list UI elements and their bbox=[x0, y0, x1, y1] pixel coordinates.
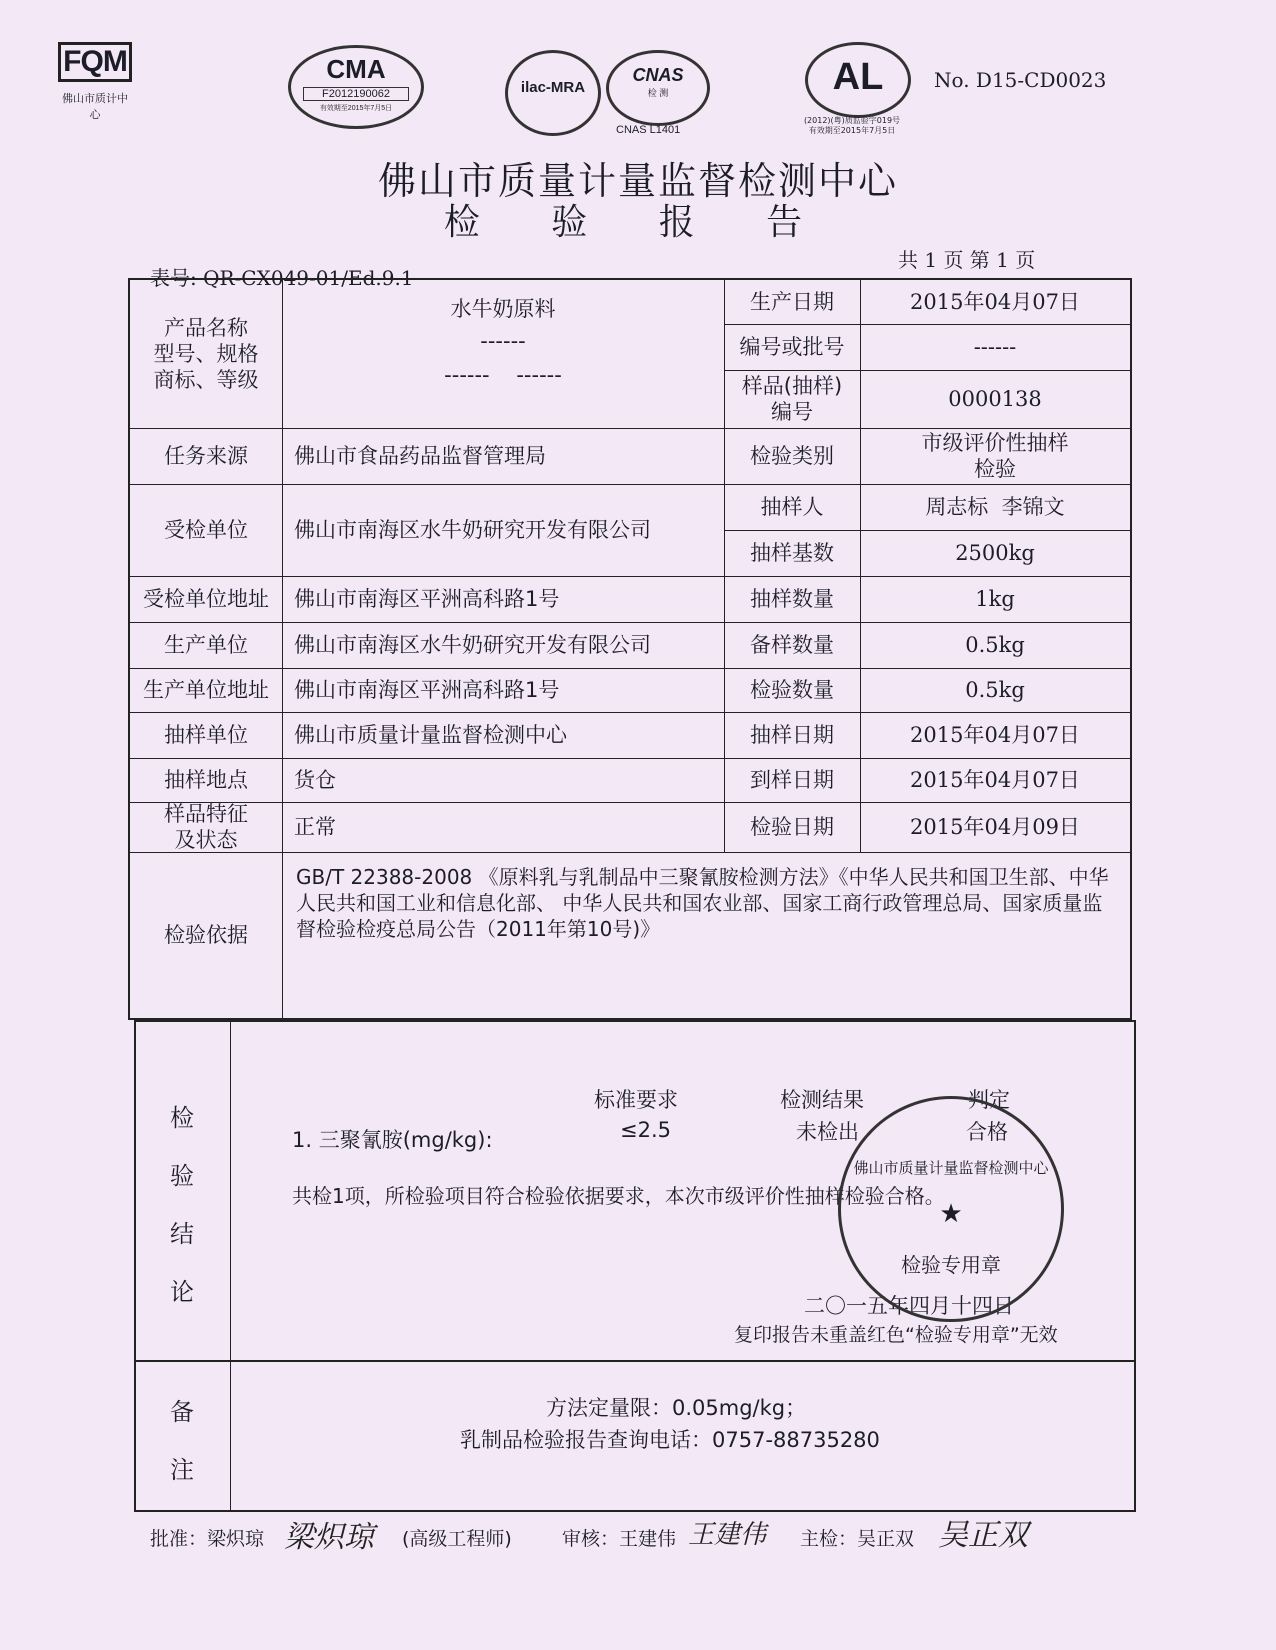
form-number: 表号: QR-CX049-01/Ed.9.1 bbox=[150, 266, 414, 290]
cma-valid: 有效期至2015年7月5日 bbox=[319, 105, 393, 112]
cnas-label: CNAS L1401 bbox=[616, 124, 681, 136]
sampling-unit: 佛山市质量计量监督检测中心 bbox=[294, 723, 567, 747]
al-note bbox=[792, 116, 912, 136]
basis-text: GB/T 22388-2008 《原料乳与乳制品中三聚氰胺检测方法》《中华人民共和国卫生部、中华人民共和国工业和信息化部、 中华人民共和国农业部、国家工商行政管理总局、国家质量监督检验检疫总局公告（2011年第10号)》 bbox=[296, 865, 1109, 941]
arrival-date: 2015年04月07日 bbox=[910, 768, 1080, 792]
production-date-label: 生产日期 bbox=[750, 290, 834, 314]
remarks-box bbox=[134, 1362, 1136, 1512]
summary: 共检1项，所检验项目符合检验依据要求，本次市级评价性抽样检验合格。 bbox=[292, 1184, 945, 1208]
test-qty-label: 检验数量 bbox=[750, 678, 834, 702]
product-brand: ------ ------ bbox=[444, 363, 562, 387]
inspected-unit: 佛山市南海区水牛奶研究开发有限公司 bbox=[294, 518, 651, 542]
conclusion-label-3: 结 bbox=[170, 1220, 194, 1248]
report-number: No. D15-CD0023 bbox=[934, 68, 1107, 92]
approver: 批准：梁炽琼 bbox=[150, 1528, 265, 1550]
inspection-stamp bbox=[838, 1096, 1064, 1322]
item-standard: ≤2.5 bbox=[620, 1118, 671, 1142]
remarks-line-2: 乳制品检验报告查询电话：0757-88735280 bbox=[460, 1428, 880, 1452]
approver-signature: 梁炽琼 bbox=[284, 1520, 374, 1555]
task-source-label: 任务来源 bbox=[164, 444, 248, 468]
col-result: 检测结果 bbox=[780, 1088, 864, 1112]
remarks-line-1: 方法定量限：0.05mg/kg； bbox=[546, 1396, 807, 1420]
sample-state: 正常 bbox=[294, 815, 336, 839]
sample-qty-label: 抽样数量 bbox=[750, 587, 834, 611]
sampler: 周志标 李锦文 bbox=[925, 495, 1065, 519]
cnas-logo bbox=[606, 50, 710, 126]
sample-no: 0000138 bbox=[948, 387, 1042, 411]
sample-qty: 1kg bbox=[975, 587, 1015, 611]
producer-addr: 佛山市南海区平洲高科路1号 bbox=[294, 678, 560, 702]
product-model: ------ bbox=[480, 329, 526, 353]
inspected-addr: 佛山市南海区平洲高科路1号 bbox=[294, 587, 560, 611]
al-logo bbox=[805, 42, 911, 118]
conclusion-label-1: 检 bbox=[170, 1104, 194, 1132]
inspection-date-label: 检验日期 bbox=[750, 815, 834, 839]
sampling-unit-label: 抽样单位 bbox=[164, 723, 248, 747]
sampling-date: 2015年04月07日 bbox=[910, 723, 1080, 747]
sample-base-label: 抽样基数 bbox=[750, 541, 834, 565]
sampling-place: 货仓 bbox=[294, 768, 336, 792]
chief-inspector: 主检：吴正双 bbox=[800, 1528, 915, 1550]
fqm-logo bbox=[58, 42, 132, 122]
inspected-unit-label: 受检单位 bbox=[164, 518, 248, 542]
al-logo-text: AL bbox=[832, 56, 884, 98]
cma-logo-text: CMA bbox=[326, 54, 386, 84]
producer-label: 生产单位 bbox=[164, 633, 248, 657]
batch-label: 编号或批号 bbox=[739, 335, 845, 359]
chief-signature: 吴正双 bbox=[938, 1518, 1028, 1553]
producer-addr-label: 生产单位地址 bbox=[143, 678, 269, 702]
page-info: 共 1 页 第 1 页 bbox=[898, 248, 1036, 272]
inspect-type-label: 检验类别 bbox=[750, 444, 834, 468]
item-name: 1. 三聚氰胺(mg/kg): bbox=[292, 1128, 493, 1152]
al-note-2: 有效期至2015年7月5日 bbox=[808, 126, 896, 135]
reviewer-signature: 王建伟 bbox=[688, 1520, 767, 1550]
product-label: 产品名称 型号、规格 商标、等级 bbox=[153, 316, 259, 392]
conclusion-label-4: 论 bbox=[170, 1278, 194, 1306]
batch-value: ------ bbox=[973, 335, 1017, 359]
sampling-place-label: 抽样地点 bbox=[164, 768, 248, 792]
copy-note: 复印报告未重盖红色“检验专用章”无效 bbox=[734, 1324, 1058, 1346]
fqm-logo-text: FQM bbox=[58, 42, 132, 82]
task-source: 佛山市食品药品监督管理局 bbox=[294, 444, 546, 468]
item-judge: 合格 bbox=[966, 1120, 1008, 1144]
reviewer: 审核：王建伟 bbox=[562, 1528, 677, 1550]
backup-qty-label: 备样数量 bbox=[750, 633, 834, 657]
basis-label: 检验依据 bbox=[164, 923, 248, 947]
cnas-sub: 检 测 bbox=[647, 88, 669, 98]
test-qty: 0.5kg bbox=[965, 678, 1025, 702]
sample-base: 2500kg bbox=[955, 541, 1035, 565]
backup-qty: 0.5kg bbox=[965, 633, 1025, 657]
ilac-logo bbox=[505, 50, 601, 136]
col-judge: 判定 bbox=[968, 1088, 1010, 1112]
conclusion-label-2: 验 bbox=[170, 1162, 194, 1190]
cma-logo bbox=[288, 45, 424, 129]
inspected-addr-label: 受检单位地址 bbox=[143, 587, 269, 611]
remarks-label-1: 备 bbox=[170, 1398, 194, 1426]
producer: 佛山市南海区水牛奶研究开发有限公司 bbox=[294, 633, 651, 657]
approver-title: (高级工程师) bbox=[402, 1528, 512, 1550]
al-note-1: (2012)(粤)质监验字019号 bbox=[803, 116, 901, 125]
remarks-label-2: 注 bbox=[170, 1456, 194, 1484]
page-title: 佛山市质量计量监督检测中心 bbox=[377, 159, 898, 203]
item-result: 未检出 bbox=[796, 1120, 859, 1144]
report-date: 二〇一五年四月十四日 bbox=[804, 1294, 1014, 1318]
stamp-bottom-text: 检验专用章 bbox=[901, 1253, 1001, 1277]
arrival-date-label: 到样日期 bbox=[750, 768, 834, 792]
stamp-top-text: 佛山市质量计量监督检测中心 bbox=[853, 1159, 1049, 1177]
cnas-logo-text: CNAS bbox=[632, 65, 684, 85]
production-date: 2015年04月07日 bbox=[910, 290, 1080, 314]
cma-number: F2012190062 bbox=[303, 87, 409, 101]
page-subtitle: 检 验 报 告 bbox=[443, 202, 833, 243]
inspection-date: 2015年04月09日 bbox=[910, 815, 1080, 839]
sampling-date-label: 抽样日期 bbox=[750, 723, 834, 747]
info-table bbox=[128, 278, 1132, 1020]
product-name: 水牛奶原料 bbox=[450, 297, 556, 321]
sample-no-label: 样品(抽样) 编号 bbox=[741, 374, 843, 424]
sampler-label: 抽样人 bbox=[760, 495, 824, 519]
col-standard: 标准要求 bbox=[594, 1088, 678, 1112]
ilac-logo-text: ilac-MRA bbox=[520, 79, 586, 96]
sample-state-label: 样品特征 及状态 bbox=[164, 802, 248, 852]
inspect-type: 市级评价性抽样 检验 bbox=[921, 431, 1069, 481]
star-icon: ★ bbox=[939, 1199, 963, 1229]
fqm-caption: 佛山市质计中心 bbox=[62, 92, 128, 121]
